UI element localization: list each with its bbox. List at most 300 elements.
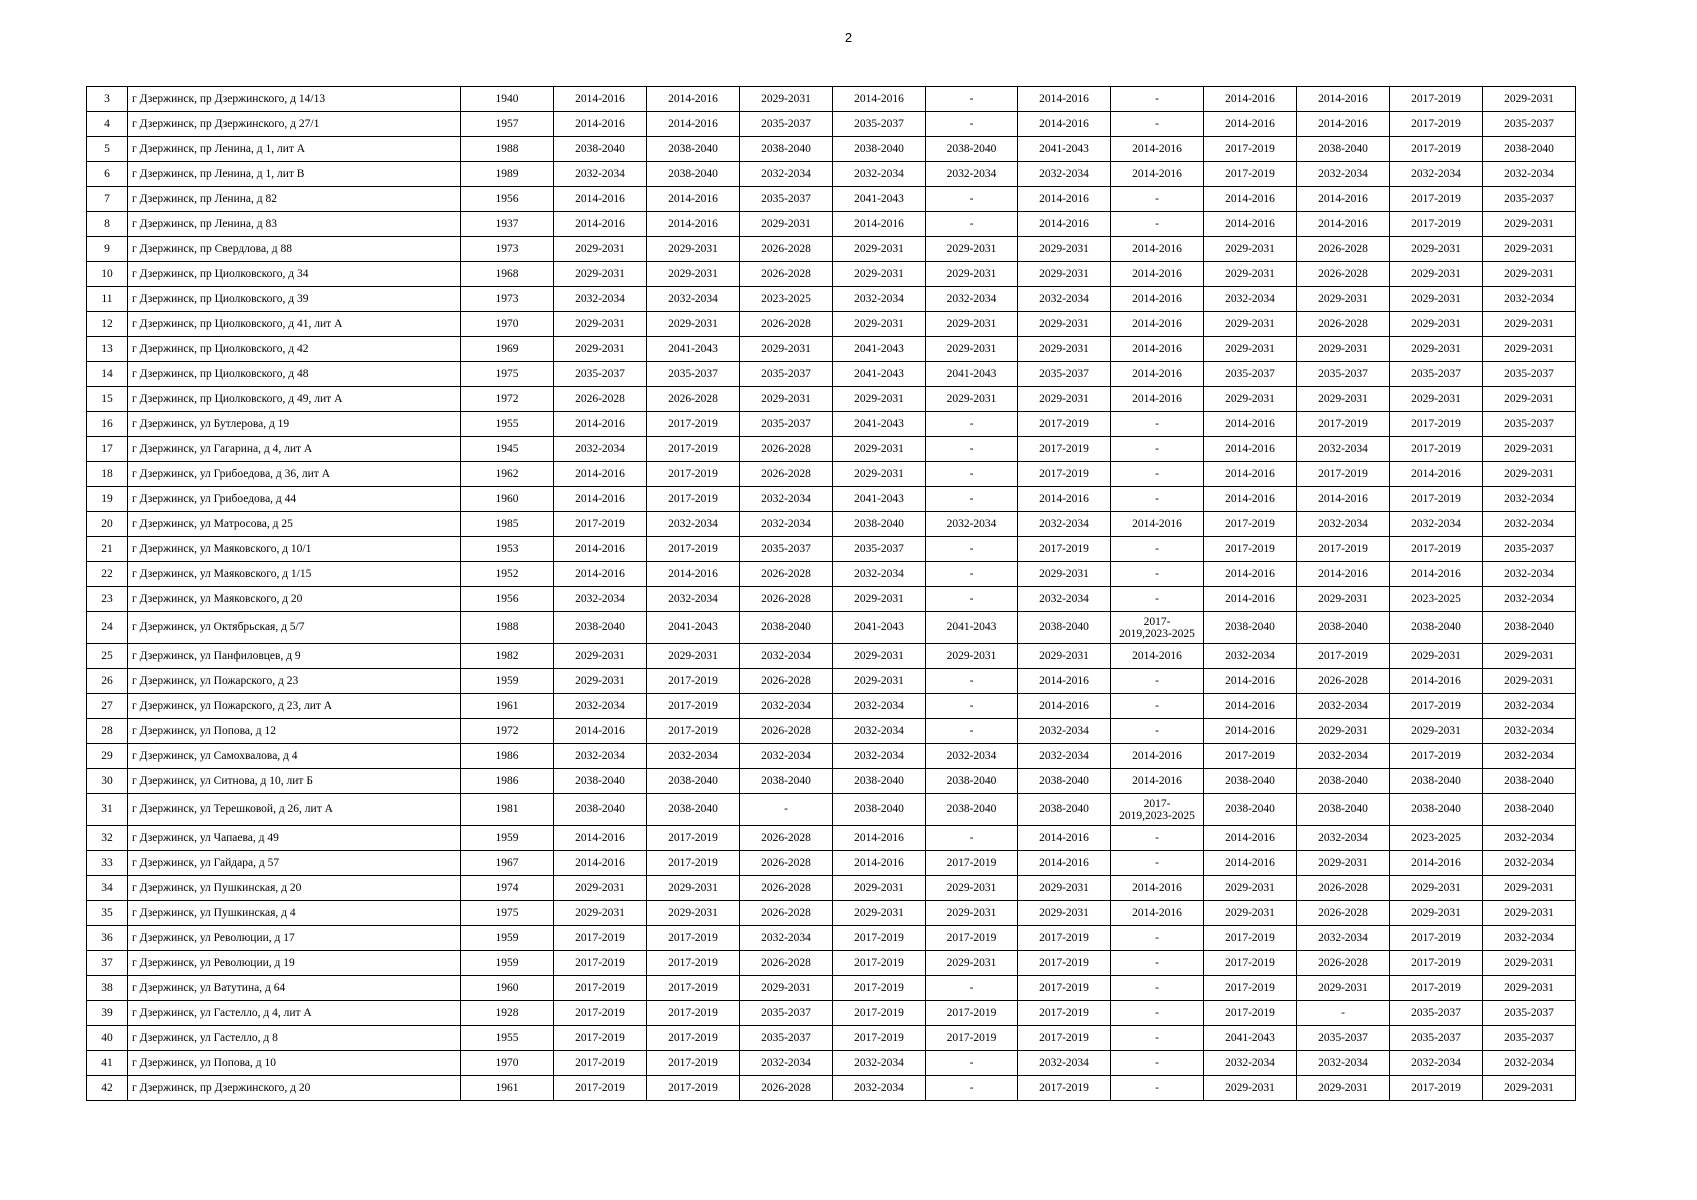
cell-period-4: 2029-2031: [833, 901, 926, 926]
cell-period-6: 2029-2031: [1018, 901, 1111, 926]
cell-period-4: 2038-2040: [833, 512, 926, 537]
cell-row-number: 18: [87, 462, 128, 487]
cell-period-6: 2017-2019: [1018, 412, 1111, 437]
cell-period-8: 2035-2037: [1204, 362, 1297, 387]
cell-period-2: 2017-2019: [647, 694, 740, 719]
cell-period-4: 2029-2031: [833, 587, 926, 612]
cell-period-7: -: [1111, 694, 1204, 719]
cell-period-8: 2029-2031: [1204, 901, 1297, 926]
cell-period-8: 2017-2019: [1204, 1001, 1297, 1026]
cell-period-9: 2026-2028: [1297, 951, 1390, 976]
cell-period-1: 2017-2019: [554, 512, 647, 537]
cell-address: г Дзержинск, пр Дзержинского, д 20: [128, 1076, 461, 1101]
cell-period-3: 2029-2031: [740, 976, 833, 1001]
cell-period-8: 2032-2034: [1204, 644, 1297, 669]
cell-period-8: 2029-2031: [1204, 876, 1297, 901]
cell-period-7: 2014-2016: [1111, 337, 1204, 362]
cell-build-year: 1956: [461, 587, 554, 612]
cell-period-2: 2032-2034: [647, 744, 740, 769]
cell-period-4: 2029-2031: [833, 262, 926, 287]
cell-period-5: -: [926, 669, 1018, 694]
cell-address: г Дзержинск, пр Дзержинского, д 27/1: [128, 112, 461, 137]
cell-period-4: 2032-2034: [833, 287, 926, 312]
cell-period-3: 2026-2028: [740, 669, 833, 694]
cell-period-11: 2029-2031: [1483, 1076, 1576, 1101]
cell-period-1: 2029-2031: [554, 644, 647, 669]
cell-period-2: 2014-2016: [647, 562, 740, 587]
cell-address: г Дзержинск, ул Гастелло, д 8: [128, 1026, 461, 1051]
cell-build-year: 1960: [461, 487, 554, 512]
cell-period-6: 2029-2031: [1018, 312, 1111, 337]
cell-period-4: 2017-2019: [833, 926, 926, 951]
cell-period-11: 2032-2034: [1483, 487, 1576, 512]
cell-period-5: 2038-2040: [926, 137, 1018, 162]
cell-period-2: 2032-2034: [647, 287, 740, 312]
cell-period-4: 2041-2043: [833, 612, 926, 644]
cell-build-year: 1961: [461, 694, 554, 719]
cell-period-5: 2032-2034: [926, 744, 1018, 769]
cell-period-3: 2026-2028: [740, 312, 833, 337]
cell-period-1: 2017-2019: [554, 951, 647, 976]
cell-period-6: 2017-2019: [1018, 976, 1111, 1001]
cell-period-2: 2038-2040: [647, 162, 740, 187]
cell-build-year: 1989: [461, 162, 554, 187]
cell-period-3: 2026-2028: [740, 951, 833, 976]
cell-period-6: 2017-2019: [1018, 437, 1111, 462]
cell-period-9: 2032-2034: [1297, 437, 1390, 462]
cell-row-number: 39: [87, 1001, 128, 1026]
cell-period-7: 2014-2016: [1111, 876, 1204, 901]
cell-period-4: 2041-2043: [833, 187, 926, 212]
cell-period-3: 2029-2031: [740, 87, 833, 112]
cell-row-number: 31: [87, 794, 128, 826]
cell-period-9: 2029-2031: [1297, 337, 1390, 362]
cell-period-5: 2032-2034: [926, 512, 1018, 537]
cell-period-11: 2035-2037: [1483, 1001, 1576, 1026]
cell-period-11: 2032-2034: [1483, 562, 1576, 587]
cell-period-9: 2017-2019: [1297, 412, 1390, 437]
cell-period-9: 2032-2034: [1297, 694, 1390, 719]
cell-build-year: 1970: [461, 312, 554, 337]
cell-period-11: 2029-2031: [1483, 387, 1576, 412]
cell-period-1: 2014-2016: [554, 487, 647, 512]
cell-period-2: 2017-2019: [647, 1001, 740, 1026]
cell-period-8: 2014-2016: [1204, 487, 1297, 512]
cell-period-6: 2014-2016: [1018, 694, 1111, 719]
cell-period-5: -: [926, 212, 1018, 237]
cell-period-11: 2029-2031: [1483, 337, 1576, 362]
cell-period-5: -: [926, 537, 1018, 562]
cell-period-2: 2017-2019: [647, 669, 740, 694]
cell-row-number: 15: [87, 387, 128, 412]
cell-period-6: 2029-2031: [1018, 562, 1111, 587]
cell-period-6: 2029-2031: [1018, 644, 1111, 669]
cell-period-11: 2032-2034: [1483, 587, 1576, 612]
cell-period-4: 2038-2040: [833, 769, 926, 794]
cell-period-3: 2032-2034: [740, 162, 833, 187]
table-row: [87, 769, 1576, 794]
table-row: [87, 644, 1576, 669]
cell-period-2: 2029-2031: [647, 901, 740, 926]
cell-row-number: 40: [87, 1026, 128, 1051]
cell-period-4: 2029-2031: [833, 312, 926, 337]
cell-address: г Дзержинск, ул Попова, д 10: [128, 1051, 461, 1076]
cell-period-1: 2038-2040: [554, 612, 647, 644]
cell-period-9: 2014-2016: [1297, 87, 1390, 112]
cell-period-1: 2032-2034: [554, 287, 647, 312]
cell-row-number: 4: [87, 112, 128, 137]
cell-period-3: 2026-2028: [740, 901, 833, 926]
cell-period-2: 2029-2031: [647, 876, 740, 901]
cell-build-year: 1928: [461, 1001, 554, 1026]
cell-period-4: 2032-2034: [833, 162, 926, 187]
cell-build-year: 1985: [461, 512, 554, 537]
cell-period-8: 2017-2019: [1204, 951, 1297, 976]
cell-period-8: 2029-2031: [1204, 237, 1297, 262]
cell-period-3: 2038-2040: [740, 612, 833, 644]
cell-row-number: 12: [87, 312, 128, 337]
cell-period-9: 2032-2034: [1297, 1051, 1390, 1076]
cell-period-2: 2017-2019: [647, 437, 740, 462]
cell-build-year: 1972: [461, 387, 554, 412]
cell-period-8: 2017-2019: [1204, 162, 1297, 187]
cell-period-4: 2041-2043: [833, 412, 926, 437]
cell-period-6: 2014-2016: [1018, 826, 1111, 851]
cell-period-3: 2032-2034: [740, 694, 833, 719]
cell-period-9: 2014-2016: [1297, 212, 1390, 237]
cell-period-10: 2017-2019: [1390, 537, 1483, 562]
cell-period-10: 2023-2025: [1390, 826, 1483, 851]
cell-address: г Дзержинск, ул Маяковского, д 1/15: [128, 562, 461, 587]
cell-period-2: 2038-2040: [647, 794, 740, 826]
cell-period-5: -: [926, 187, 1018, 212]
cell-period-3: 2026-2028: [740, 826, 833, 851]
cell-address: г Дзержинск, ул Терешковой, д 26, лит А: [128, 794, 461, 826]
cell-period-7: 2014-2016: [1111, 362, 1204, 387]
table-row: [87, 1026, 1576, 1051]
cell-period-5: 2032-2034: [926, 162, 1018, 187]
cell-period-11: 2029-2031: [1483, 951, 1576, 976]
cell-period-1: 2029-2031: [554, 669, 647, 694]
table-row: [87, 537, 1576, 562]
cell-period-9: 2017-2019: [1297, 537, 1390, 562]
cell-period-9: 2032-2034: [1297, 512, 1390, 537]
cell-period-2: 2017-2019: [647, 951, 740, 976]
cell-period-11: 2029-2031: [1483, 669, 1576, 694]
cell-period-8: 2038-2040: [1204, 769, 1297, 794]
cell-period-5: 2029-2031: [926, 262, 1018, 287]
cell-period-10: 2017-2019: [1390, 112, 1483, 137]
cell-period-10: 2038-2040: [1390, 769, 1483, 794]
cell-period-6: 2029-2031: [1018, 337, 1111, 362]
cell-period-7: -: [1111, 1001, 1204, 1026]
cell-period-6: 2029-2031: [1018, 262, 1111, 287]
cell-build-year: 1959: [461, 669, 554, 694]
cell-row-number: 10: [87, 262, 128, 287]
cell-period-7: 2014-2016: [1111, 237, 1204, 262]
cell-build-year: 1969: [461, 337, 554, 362]
cell-period-9: 2038-2040: [1297, 794, 1390, 826]
cell-period-3: 2023-2025: [740, 287, 833, 312]
cell-period-10: 2035-2037: [1390, 362, 1483, 387]
cell-period-5: 2029-2031: [926, 876, 1018, 901]
cell-period-5: 2029-2031: [926, 337, 1018, 362]
cell-period-3: 2026-2028: [740, 462, 833, 487]
cell-period-2: 2017-2019: [647, 1051, 740, 1076]
cell-period-2: 2017-2019: [647, 1076, 740, 1101]
cell-period-7: -: [1111, 437, 1204, 462]
cell-row-number: 24: [87, 612, 128, 644]
cell-period-3: 2035-2037: [740, 537, 833, 562]
cell-period-7: -: [1111, 562, 1204, 587]
cell-period-4: 2041-2043: [833, 487, 926, 512]
cell-address: г Дзержинск, пр Циолковского, д 39: [128, 287, 461, 312]
cell-period-4: 2035-2037: [833, 112, 926, 137]
cell-period-11: 2038-2040: [1483, 769, 1576, 794]
cell-period-9: 2017-2019: [1297, 644, 1390, 669]
cell-period-5: 2029-2031: [926, 312, 1018, 337]
cell-period-3: 2032-2034: [740, 512, 833, 537]
cell-build-year: 1961: [461, 1076, 554, 1101]
cell-period-10: 2029-2031: [1390, 287, 1483, 312]
cell-period-4: 2032-2034: [833, 562, 926, 587]
cell-row-number: 7: [87, 187, 128, 212]
cell-period-2: 2017-2019: [647, 412, 740, 437]
cell-period-5: 2017-2019: [926, 1001, 1018, 1026]
cell-period-3: 2026-2028: [740, 587, 833, 612]
cell-period-6: 2017-2019: [1018, 462, 1111, 487]
cell-period-6: 2014-2016: [1018, 187, 1111, 212]
cell-period-11: 2029-2031: [1483, 901, 1576, 926]
cell-period-6: 2032-2034: [1018, 287, 1111, 312]
cell-row-number: 38: [87, 976, 128, 1001]
cell-row-number: 27: [87, 694, 128, 719]
cell-period-6: 2017-2019: [1018, 1076, 1111, 1101]
cell-period-7: -: [1111, 487, 1204, 512]
cell-build-year: 1960: [461, 976, 554, 1001]
table-row: [87, 1001, 1576, 1026]
cell-address: г Дзержинск, пр Ленина, д 82: [128, 187, 461, 212]
cell-period-8: 2014-2016: [1204, 87, 1297, 112]
cell-period-1: 2029-2031: [554, 337, 647, 362]
table-body: [87, 87, 1576, 1101]
cell-period-5: -: [926, 562, 1018, 587]
cell-period-3: 2026-2028: [740, 851, 833, 876]
cell-row-number: 37: [87, 951, 128, 976]
cell-address: г Дзержинск, пр Циолковского, д 41, лит А: [128, 312, 461, 337]
cell-period-10: 2014-2016: [1390, 462, 1483, 487]
cell-period-10: 2017-2019: [1390, 212, 1483, 237]
cell-period-7: -: [1111, 976, 1204, 1001]
cell-address: г Дзержинск, ул Пушкинская, д 4: [128, 901, 461, 926]
cell-period-4: 2017-2019: [833, 976, 926, 1001]
cell-period-5: 2038-2040: [926, 794, 1018, 826]
cell-period-7: -: [1111, 1051, 1204, 1076]
cell-address: г Дзержинск, пр Ленина, д 1, лит В: [128, 162, 461, 187]
cell-period-1: 2017-2019: [554, 1001, 647, 1026]
table-row: [87, 719, 1576, 744]
cell-period-7: -: [1111, 187, 1204, 212]
cell-build-year: 1962: [461, 462, 554, 487]
cell-period-8: 2029-2031: [1204, 262, 1297, 287]
cell-period-7: -: [1111, 719, 1204, 744]
cell-build-year: 1937: [461, 212, 554, 237]
cell-period-9: 2026-2028: [1297, 262, 1390, 287]
cell-period-3: 2032-2034: [740, 744, 833, 769]
cell-period-7: -: [1111, 851, 1204, 876]
cell-period-10: 2014-2016: [1390, 851, 1483, 876]
cell-period-7: -: [1111, 212, 1204, 237]
cell-period-5: -: [926, 719, 1018, 744]
cell-period-3: 2038-2040: [740, 137, 833, 162]
cell-period-9: 2026-2028: [1297, 312, 1390, 337]
cell-period-10: 2029-2031: [1390, 901, 1483, 926]
table-row: [87, 437, 1576, 462]
cell-period-4: 2014-2016: [833, 826, 926, 851]
cell-period-1: 2014-2016: [554, 112, 647, 137]
cell-build-year: 1967: [461, 851, 554, 876]
cell-period-1: 2014-2016: [554, 212, 647, 237]
cell-period-11: 2029-2031: [1483, 437, 1576, 462]
cell-build-year: 1955: [461, 1026, 554, 1051]
cell-period-1: 2017-2019: [554, 1051, 647, 1076]
cell-period-9: 2026-2028: [1297, 901, 1390, 926]
table-row: [87, 462, 1576, 487]
cell-period-1: 2017-2019: [554, 1076, 647, 1101]
cell-period-11: 2029-2031: [1483, 87, 1576, 112]
cell-period-1: 2017-2019: [554, 926, 647, 951]
cell-period-7: 2017- 2019,2023-2025: [1111, 794, 1204, 826]
cell-period-7: -: [1111, 1076, 1204, 1101]
cell-address: г Дзержинск, пр Циолковского, д 49, лит А: [128, 387, 461, 412]
cell-row-number: 9: [87, 237, 128, 262]
cell-period-9: 2029-2031: [1297, 851, 1390, 876]
cell-address: г Дзержинск, ул Бутлерова, д 19: [128, 412, 461, 437]
cell-period-10: 2017-2019: [1390, 744, 1483, 769]
cell-period-10: 2032-2034: [1390, 162, 1483, 187]
cell-address: г Дзержинск, пр Ленина, д 83: [128, 212, 461, 237]
cell-period-4: 2014-2016: [833, 212, 926, 237]
cell-period-8: 2038-2040: [1204, 612, 1297, 644]
cell-period-9: 2032-2034: [1297, 926, 1390, 951]
cell-period-2: 2017-2019: [647, 926, 740, 951]
cell-period-8: 2029-2031: [1204, 387, 1297, 412]
cell-period-3: 2035-2037: [740, 1026, 833, 1051]
cell-period-11: 2038-2040: [1483, 137, 1576, 162]
cell-period-9: 2014-2016: [1297, 112, 1390, 137]
cell-address: г Дзержинск, пр Свердлова, д 88: [128, 237, 461, 262]
cell-period-7: -: [1111, 412, 1204, 437]
cell-period-7: -: [1111, 112, 1204, 137]
cell-period-6: 2029-2031: [1018, 237, 1111, 262]
cell-period-4: 2029-2031: [833, 876, 926, 901]
cell-address: г Дзержинск, ул Чапаева, д 49: [128, 826, 461, 851]
repair-schedule-table: [86, 86, 1576, 1101]
cell-period-5: 2032-2034: [926, 287, 1018, 312]
cell-period-6: 2029-2031: [1018, 387, 1111, 412]
cell-period-11: 2035-2037: [1483, 112, 1576, 137]
cell-address: г Дзержинск, ул Попова, д 12: [128, 719, 461, 744]
cell-period-4: 2041-2043: [833, 337, 926, 362]
cell-period-1: 2038-2040: [554, 769, 647, 794]
cell-period-11: 2032-2034: [1483, 512, 1576, 537]
cell-period-4: 2029-2031: [833, 387, 926, 412]
cell-period-9: 2029-2031: [1297, 719, 1390, 744]
cell-period-2: 2017-2019: [647, 537, 740, 562]
cell-row-number: 32: [87, 826, 128, 851]
cell-period-7: 2014-2016: [1111, 644, 1204, 669]
cell-period-9: 2032-2034: [1297, 744, 1390, 769]
cell-period-9: 2014-2016: [1297, 187, 1390, 212]
cell-address: г Дзержинск, ул Ватутина, д 64: [128, 976, 461, 1001]
cell-period-9: 2038-2040: [1297, 137, 1390, 162]
cell-period-3: -: [740, 794, 833, 826]
cell-period-9: 2014-2016: [1297, 487, 1390, 512]
cell-period-2: 2038-2040: [647, 137, 740, 162]
cell-period-3: 2029-2031: [740, 212, 833, 237]
cell-period-7: -: [1111, 669, 1204, 694]
cell-period-5: 2029-2031: [926, 951, 1018, 976]
cell-period-6: 2014-2016: [1018, 112, 1111, 137]
cell-row-number: 11: [87, 287, 128, 312]
cell-row-number: 36: [87, 926, 128, 951]
cell-period-6: 2038-2040: [1018, 769, 1111, 794]
cell-build-year: 1972: [461, 719, 554, 744]
cell-row-number: 6: [87, 162, 128, 187]
cell-period-9: 2032-2034: [1297, 826, 1390, 851]
cell-period-2: 2017-2019: [647, 719, 740, 744]
cell-period-5: -: [926, 437, 1018, 462]
cell-period-7: 2014-2016: [1111, 512, 1204, 537]
cell-period-4: 2032-2034: [833, 744, 926, 769]
table-row: [87, 694, 1576, 719]
cell-row-number: 42: [87, 1076, 128, 1101]
cell-period-6: 2017-2019: [1018, 951, 1111, 976]
cell-period-7: 2014-2016: [1111, 162, 1204, 187]
cell-period-6: 2032-2034: [1018, 162, 1111, 187]
table-row: [87, 562, 1576, 587]
cell-period-10: 2017-2019: [1390, 437, 1483, 462]
cell-address: г Дзержинск, ул Панфиловцев, д 9: [128, 644, 461, 669]
table-row: [87, 976, 1576, 1001]
table-row: [87, 794, 1576, 826]
cell-period-4: 2014-2016: [833, 851, 926, 876]
cell-period-2: 2029-2031: [647, 237, 740, 262]
table-row: [87, 187, 1576, 212]
cell-period-7: 2014-2016: [1111, 137, 1204, 162]
cell-period-6: 2017-2019: [1018, 537, 1111, 562]
cell-period-1: 2029-2031: [554, 237, 647, 262]
cell-address: г Дзержинск, ул Революции, д 17: [128, 926, 461, 951]
cell-period-4: 2038-2040: [833, 137, 926, 162]
cell-period-10: 2029-2031: [1390, 237, 1483, 262]
cell-period-9: 2035-2037: [1297, 362, 1390, 387]
cell-build-year: 1959: [461, 826, 554, 851]
cell-period-4: 2017-2019: [833, 1001, 926, 1026]
cell-period-1: 2014-2016: [554, 719, 647, 744]
cell-period-6: 2035-2037: [1018, 362, 1111, 387]
table-row: [87, 1051, 1576, 1076]
cell-period-2: 2032-2034: [647, 512, 740, 537]
cell-period-8: 2014-2016: [1204, 412, 1297, 437]
cell-address: г Дзержинск, ул Маяковского, д 20: [128, 587, 461, 612]
cell-build-year: 1968: [461, 262, 554, 287]
cell-row-number: 28: [87, 719, 128, 744]
cell-period-3: 2035-2037: [740, 1001, 833, 1026]
cell-row-number: 14: [87, 362, 128, 387]
cell-address: г Дзержинск, ул Гайдара, д 57: [128, 851, 461, 876]
cell-build-year: 1953: [461, 537, 554, 562]
